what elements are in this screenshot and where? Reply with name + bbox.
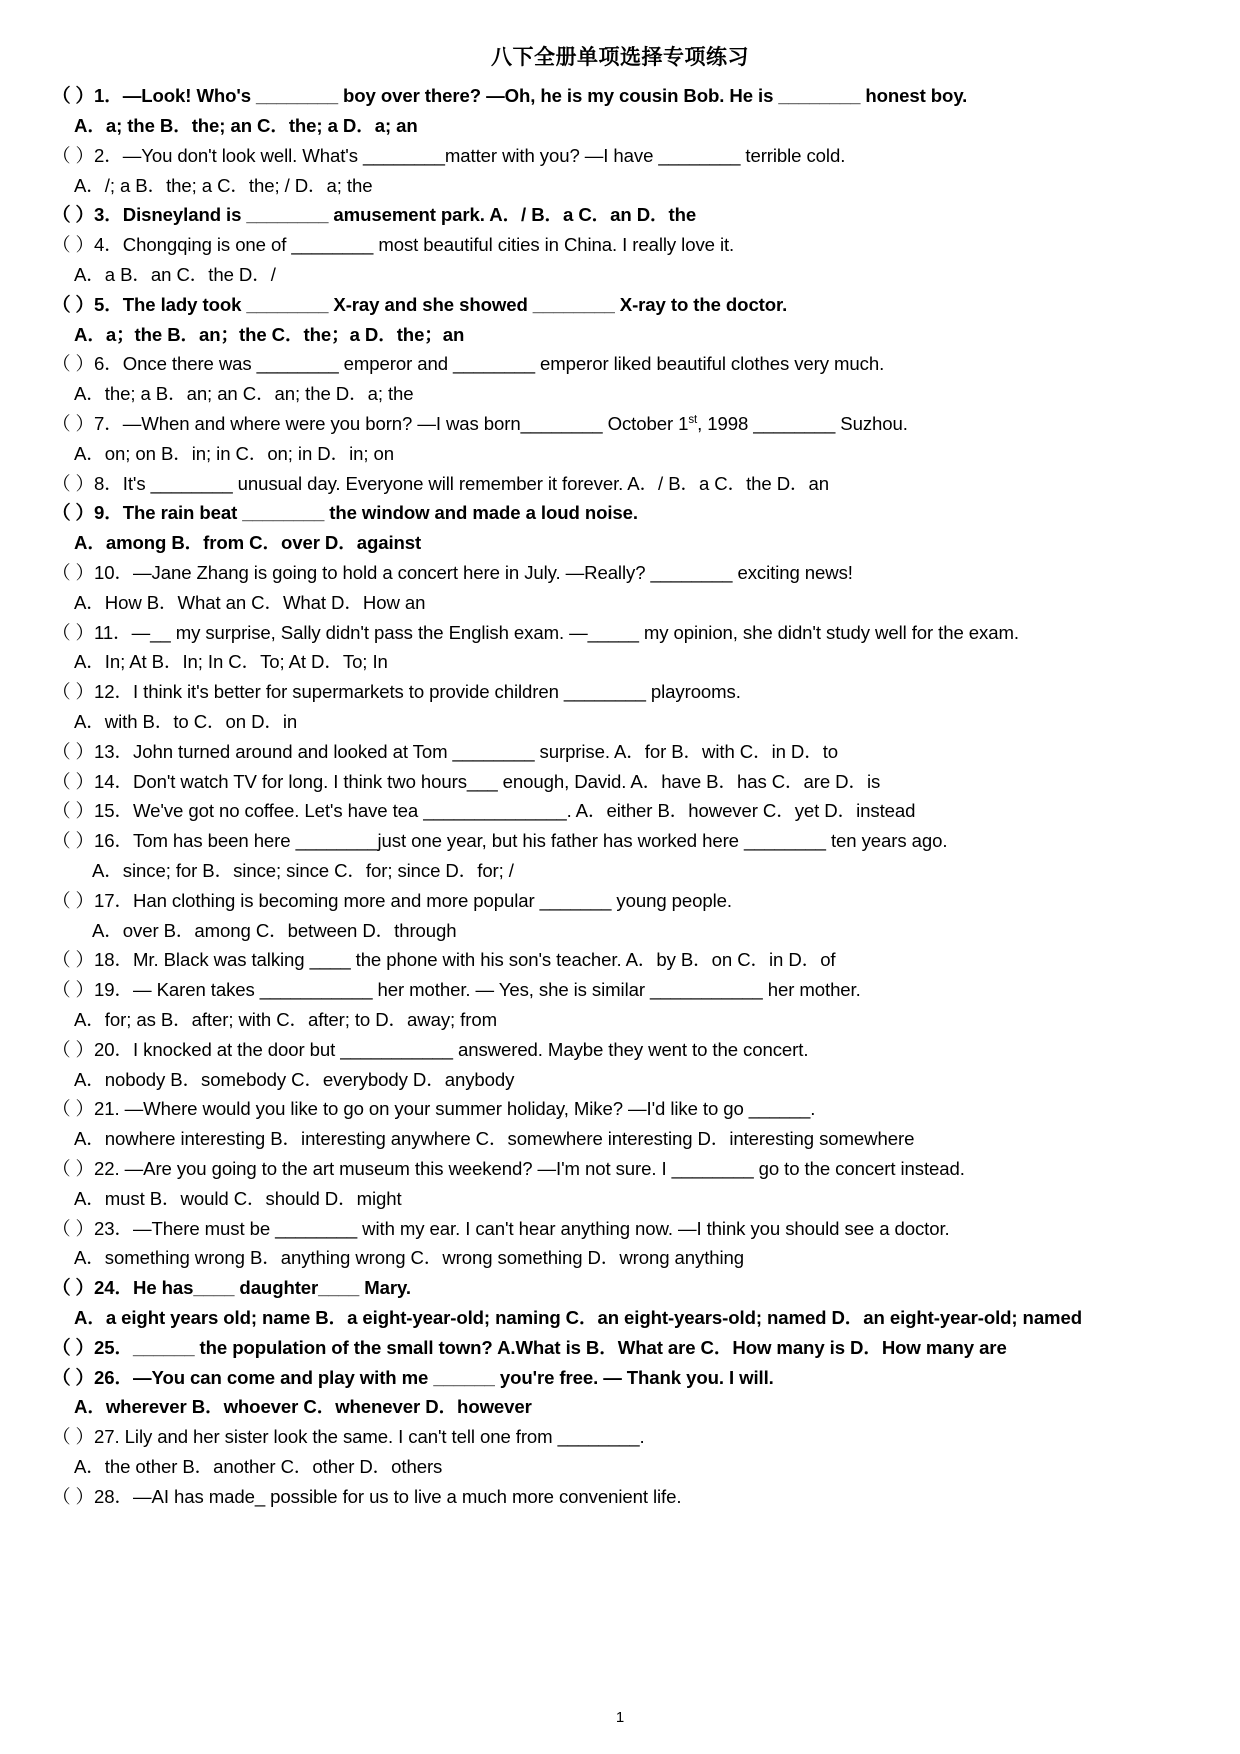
question-stem: （ ）28．—AI has made_ possible for us to live a much more convenient life. [52,1485,682,1507]
question-stem: （ ）14．Don't watch TV for long. I think two hours___ enough, David. A．have B．has C．are D．is [52,770,881,792]
question-options: A．a eight years old; name B．a eight-year-old; naming C．an eight-years-old; named D．an eight-year-old; named [74,1306,1082,1328]
question-options: A．the; a B．an; an C．an; the D．a; the [74,383,414,405]
question-options: A．wherever B．whoever C．whenever D．however [74,1396,532,1418]
question-stem: （ ）11．—__ my surprise, Sally didn't pass the English exam. —_____ my opinion, she didn't study well for the exam. [52,621,1019,643]
question-options: A．with B．to C．on D．in [74,711,298,733]
question-options: A．since; for B．since; since C．for; since D．for; / [92,860,514,882]
question-stem: （ ）1．—Look! Who's ________ boy over there? —Oh, he is my cousin Bob. He is ________ honest boy. [52,85,968,107]
question-stem: （ ）23．—There must be ________ with my ear. I can't hear anything now. —I think you should see a doctor. [52,1217,950,1239]
question-options: A．/; a B．the; a C．the; / D．a; the [74,174,373,196]
question-list [52,81,1188,1511]
question-stem: （ ）20．I knocked at the door but ___________ answered. Maybe they went to the concert. [52,1038,809,1060]
question-stem: （ ）21. —Where would you like to go on your summer holiday, Mike? —I'd like to go ______. [52,1098,816,1120]
question-options: A．on; on B．in; in C．on; in D．in; on [74,442,394,464]
question-options: A．the other B．another C．other D．others [74,1455,443,1477]
question-options: A．In; At B．In; In C．To; At D．To; In [74,651,388,673]
question-options: A．something wrong B．anything wrong C．wrong something D．wrong anything [74,1247,745,1269]
page-title: 八下全册单项选择专项练习 [491,46,749,69]
question-stem: （ ）9．The rain beat ________ the window and made a loud noise. [52,502,638,524]
question-stem: （ ）12．I think it's better for supermarkets to provide children ________ playrooms. [52,681,741,703]
question-stem: （ ）10．—Jane Zhang is going to hold a concert here in July. —Really? ________ exciting news! [52,562,853,584]
question-stem: （ ）25．______ the population of the small town? A.What is B．What are C．How many is D．How many are [52,1336,1007,1358]
question-options: A．How B．What an C．What D．How an [74,591,426,613]
question-stem: （ ）6．Once there was ________ emperor and ________ emperor liked beautiful clothes very much. [52,353,885,375]
question-options: A．over B．among C．between D．through [92,919,457,941]
question-stem: （ ）3．Disneyland is ________ amusement park. A．/ B．a C．an D．the [52,204,697,226]
question-options: A．nowhere interesting B．interesting anywhere C．somewhere interesting D．interesting somewhere [74,1128,915,1150]
question-options: A．a；the B．an；the C．the；a D．the；an [74,323,465,345]
question-stem: （ ）8．It's ________ unusual day. Everyone will remember it forever. A．/ B．a C．the D．an [52,472,830,494]
question-stem: （ ）5．The lady took ________ X-ray and she showed ________ X-ray to the doctor. [52,293,788,315]
question-options: A．for; as B．after; with C．after; to D．away; from [74,1009,497,1030]
question-options: A．a; the B．the; an C．the; a D．a; an [74,115,418,137]
question-stem: （ ）2．—You don't look well. What's ________matter with you? —I have ________ terrible cold. [52,144,846,166]
question-stem: （ ）19．— Karen takes ___________ her mother. — Yes, she is similar ___________ her mother. [52,979,861,1001]
question-stem: （ ）18．Mr. Black was talking ____ the phone with his son's teacher. A．by B．on C．in D．of [52,949,836,971]
question-stem: （ ）27. Lily and her sister look the same. I can't tell one from ________. [52,1426,645,1448]
question-stem: （ ）24．He has____ daughter____ Mary. [52,1277,411,1299]
question-stem: （ ）7．—When and where were you born? —I was born________ October 1st, 1998 ________ Suzhou. [52,413,908,435]
question-stem: （ ）4．Chongqing is one of ________ most beautiful cities in China. I really love it. [52,234,735,256]
question-options: A．must B．would C．should D．might [74,1187,402,1209]
question-stem: （ ）16．Tom has been here ________just one year, but his father has worked here ________ ten years ago. [52,830,948,852]
page-number: 1 [615,1709,625,1726]
question-options: A．nobody B．somebody C．everybody D．anybody [74,1068,515,1090]
question-stem: （ ）26．—You can come and play with me ______ you're free. — Thank you. I will. [52,1366,774,1388]
question-options: A．a B．an C．the D．/ [74,264,276,286]
question-stem: （ ）13．John turned around and looked at Tom ________ surprise. A．for B．with C．in D．to [52,740,839,762]
question-stem: （ ）15．We've got no coffee. Let's have tea ______________. A．either B．however C．yet D．instead [52,800,916,822]
question-stem: （ ）17．Han clothing is becoming more and more popular _______ young people. [52,889,732,911]
question-stem: （ ）22. —Are you going to the art museum this weekend? —I'm not sure. I ________ go to the concert instead. [52,1157,965,1179]
question-options: A．among B．from C．over D．against [74,532,422,554]
